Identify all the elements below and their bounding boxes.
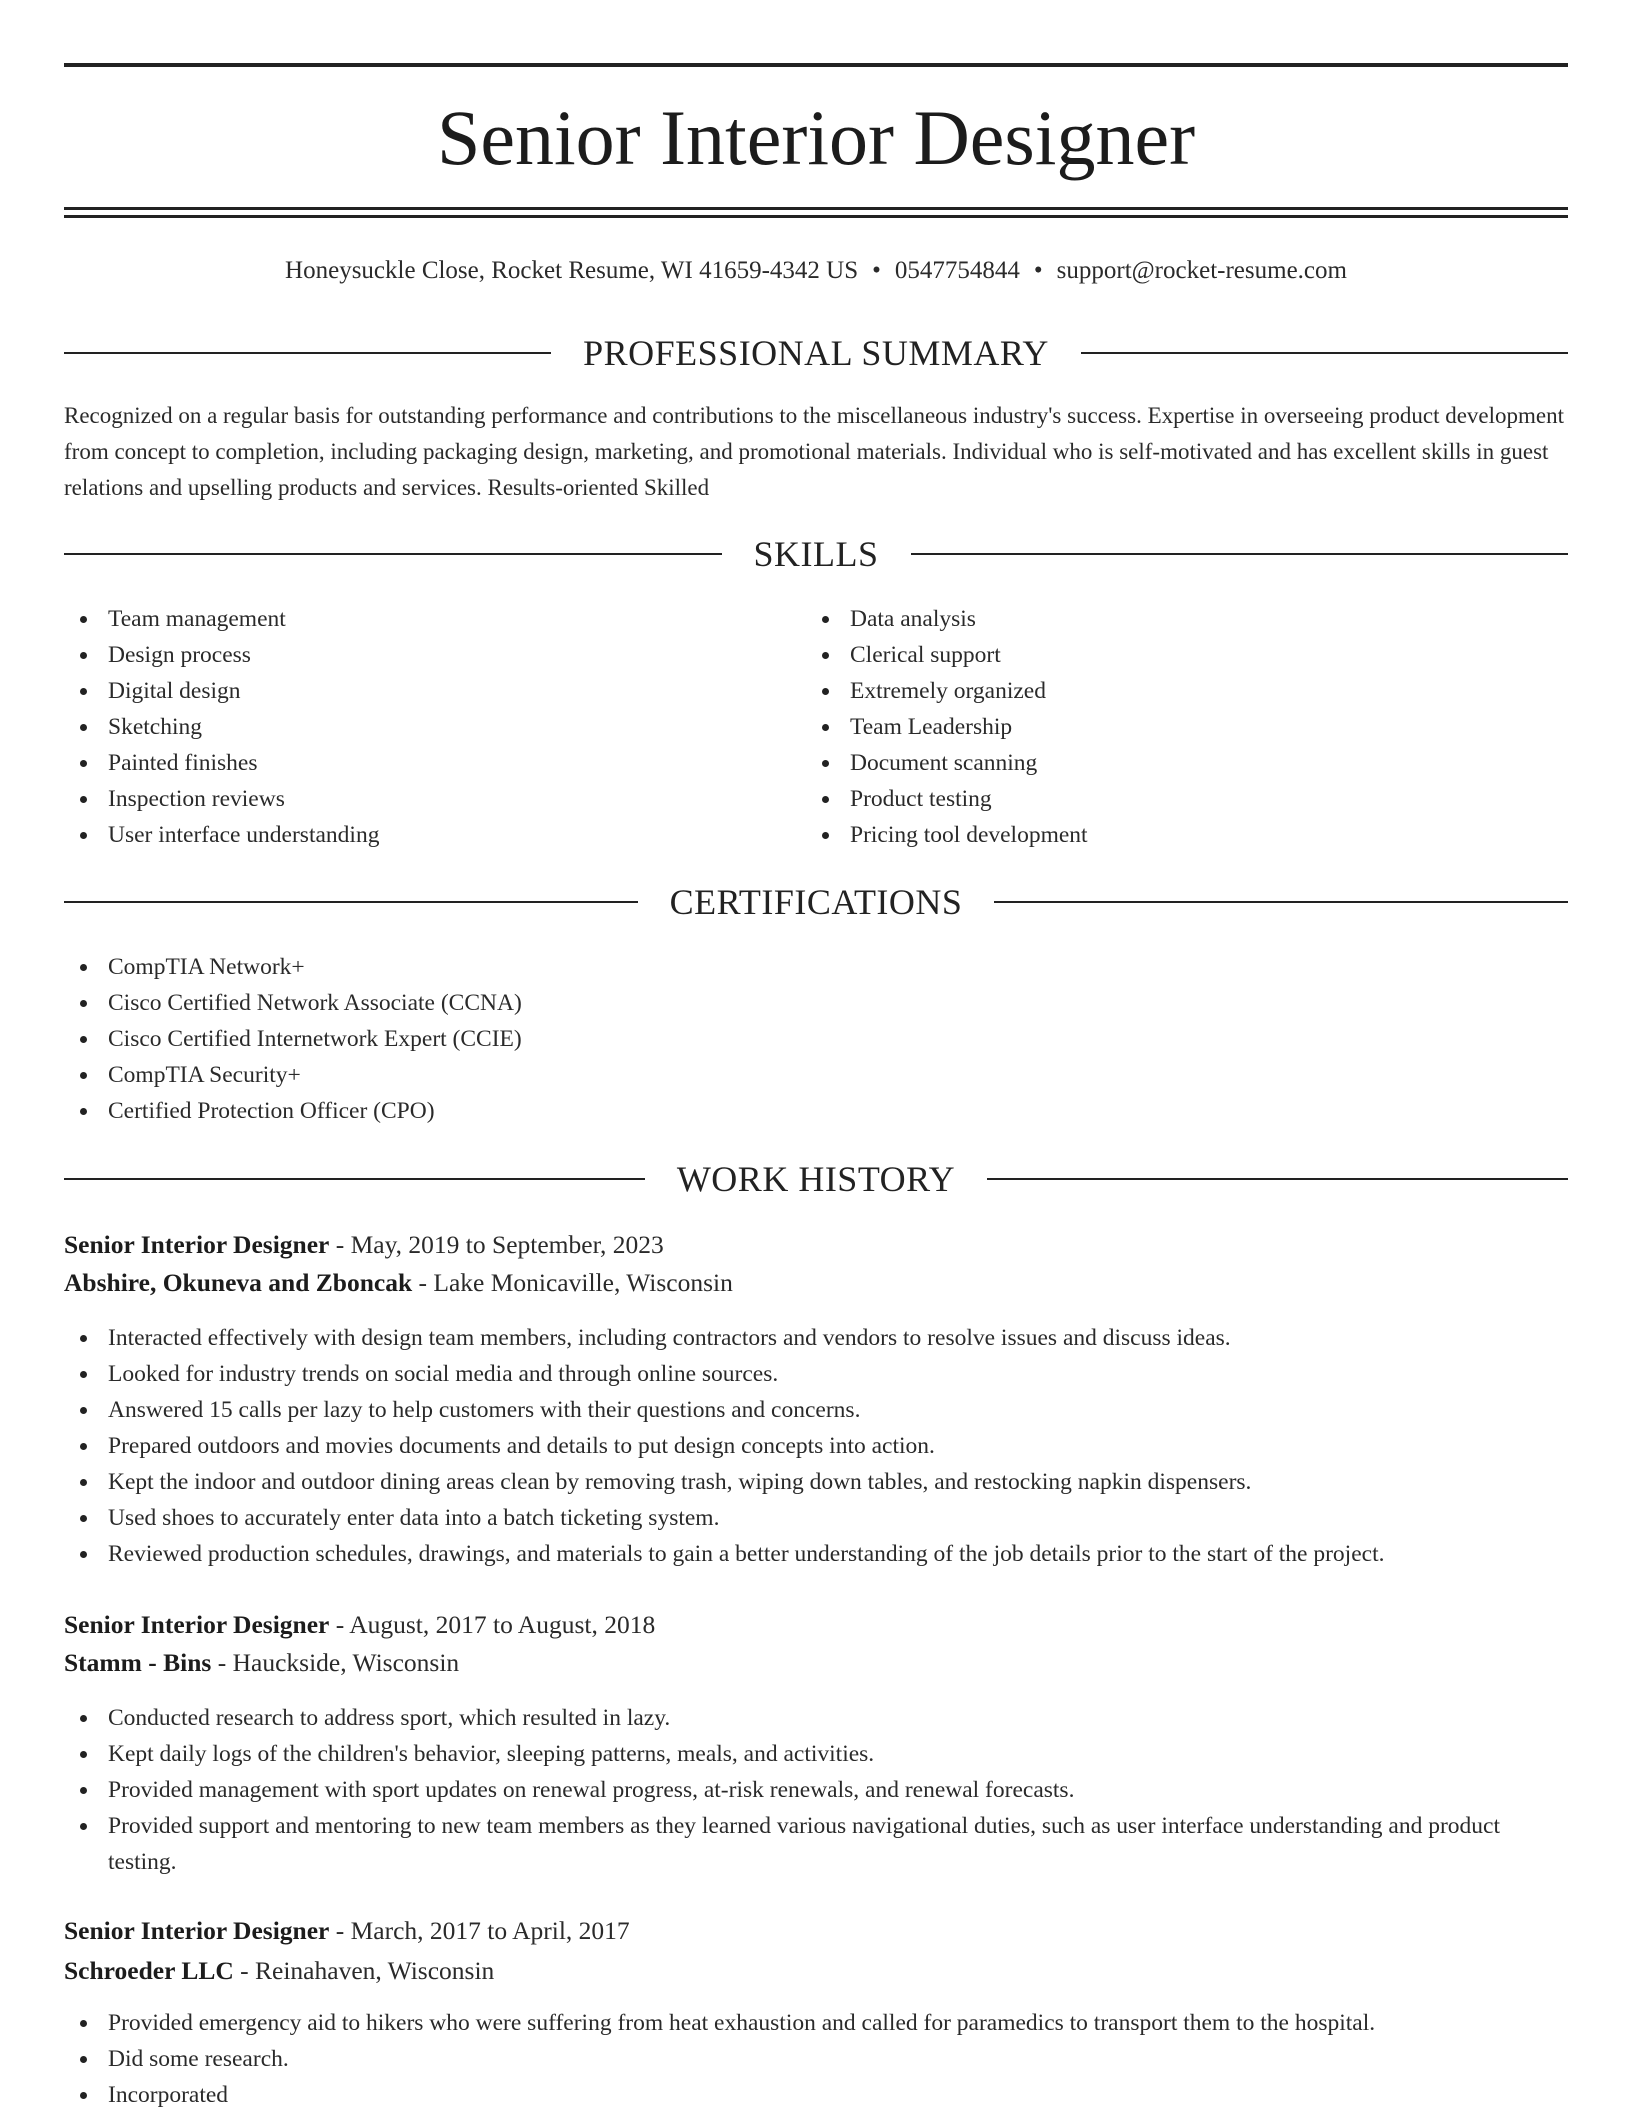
job-title-line	[64, 1226, 1568, 1264]
list-item: Kept daily logs of the children's behavior, sleeping patterns, meals, and activities.	[64, 1736, 1568, 1772]
list-item: User interface understanding	[64, 817, 764, 853]
certifications-heading: CERTIFICATIONS	[669, 882, 963, 922]
list-item: Provided support and mentoring to new team members as they learned various navigational duties, such as user interface understanding and product testing.	[64, 1808, 1568, 1880]
job-title: Senior Interior Designer	[64, 1916, 330, 1945]
list-item: Extremely organized	[806, 673, 1506, 709]
skills-heading: SKILLS	[753, 534, 879, 574]
list-item: Provided emergency aid to hikers who were suffering from heat exhaustion and called for paramedics to transport them to the hospital.	[64, 2005, 1568, 2041]
list-item: Sketching	[64, 709, 764, 745]
summary-section-header	[64, 331, 1568, 375]
divider	[1081, 352, 1568, 354]
list-item: Team Leadership	[806, 709, 1506, 745]
list-item: Conducted research to address sport, which resulted in lazy.	[64, 1700, 1568, 1736]
list-item: Provided management with sport updates on renewal progress, at-risk renewals, and renewal forecasts.	[64, 1772, 1568, 1808]
job-dates: - March, 2017 to April, 2017	[329, 1916, 630, 1945]
skills-section-header	[64, 532, 1568, 576]
job-location: - Hauckside, Wisconsin	[211, 1648, 460, 1677]
contact-phone: 0547754844	[894, 257, 1020, 284]
divider	[911, 553, 1569, 555]
work-heading: WORK HISTORY	[676, 1159, 956, 1199]
job-company: Schroeder LLC	[64, 1956, 234, 1985]
summary-heading: PROFESSIONAL SUMMARY	[583, 333, 1049, 373]
list-item: CompTIA Network+	[64, 949, 1568, 985]
certifications-list	[64, 949, 1568, 1129]
list-item: Cisco Certified Network Associate (CCNA)	[64, 985, 1568, 1021]
list-item: Inspection reviews	[64, 781, 764, 817]
list-item: Did some research.	[64, 2041, 1568, 2077]
job-company-line	[64, 1952, 1568, 1990]
list-item: Cisco Certified Internetwork Expert (CCIE)	[64, 1021, 1568, 1057]
job-dates: - August, 2017 to August, 2018	[329, 1610, 656, 1639]
list-item: Prepared outdoors and movies documents and details to put design concepts into action.	[64, 1428, 1568, 1464]
contact-line	[64, 254, 1568, 288]
skills-list-left	[64, 601, 764, 853]
job-title: Senior Interior Designer	[64, 1230, 330, 1259]
list-item: Incorporated	[64, 2077, 1568, 2113]
title-double-rule-upper	[64, 207, 1568, 210]
job-company: Stamm - Bins	[64, 1648, 212, 1677]
contact-address: Honeysuckle Close, Rocket Resume, WI 41659-4342 US	[285, 257, 859, 284]
contact-separator: •	[872, 257, 881, 284]
list-item: Interacted effectively with design team members, including contractors and vendors to resolve issues and discuss ideas.	[64, 1320, 1568, 1356]
list-item: Document scanning	[806, 745, 1506, 781]
list-item: Data analysis	[806, 601, 1506, 637]
list-item: Pricing tool development	[806, 817, 1506, 853]
contact-email: support@rocket-resume.com	[1056, 257, 1347, 284]
job-location: - Reinahaven, Wisconsin	[233, 1956, 495, 1985]
list-item: Painted finishes	[64, 745, 764, 781]
divider	[987, 1178, 1568, 1180]
certifications-section-header	[64, 880, 1568, 924]
job-bullets	[64, 1320, 1568, 1572]
list-item: Product testing	[806, 781, 1506, 817]
job-company-line	[64, 1264, 1568, 1302]
job-title: Senior Interior Designer	[64, 1610, 330, 1639]
divider	[64, 1178, 645, 1180]
list-item: Answered 15 calls per lazy to help customers with their questions and concerns.	[64, 1392, 1568, 1428]
list-item: Team management	[64, 601, 764, 637]
job-bullets	[64, 2005, 1568, 2113]
contact-separator: •	[1033, 257, 1043, 284]
list-item: Clerical support	[806, 637, 1506, 673]
job-location: - Lake Monicaville, Wisconsin	[412, 1268, 733, 1297]
job-bullets	[64, 1700, 1568, 1880]
list-item: Used shoes to accurately enter data into a batch ticketing system.	[64, 1500, 1568, 1536]
list-item: CompTIA Security+	[64, 1057, 1568, 1093]
job-dates: - May, 2019 to September, 2023	[329, 1230, 664, 1259]
summary-text: Recognized on a regular basis for outstanding performance and contributions to the miscellaneous industry's success. Expertise in overseeing product development from concept to completion, including packaging design, marketing, and promotional materials. Individual who is self-motivated and has excellent skills in guest relations and upselling products and services. Results-oriented Skilled	[64, 403, 1565, 500]
work-section-header	[64, 1157, 1568, 1201]
job-company-line	[64, 1644, 1568, 1682]
list-item: Reviewed production schedules, drawings, and materials to gain a better understanding of the job details prior to the start of the project.	[64, 1536, 1568, 1572]
list-item: Digital design	[64, 673, 764, 709]
divider	[994, 901, 1568, 903]
page-title: Senior Interior Designer	[436, 94, 1196, 181]
divider	[64, 901, 638, 903]
title-double-rule-lower	[64, 215, 1568, 218]
skills-list-right	[806, 601, 1506, 853]
list-item: Looked for industry trends on social media and through online sources.	[64, 1356, 1568, 1392]
divider	[64, 553, 722, 555]
job-title-line	[64, 1912, 1568, 1950]
list-item: Kept the indoor and outdoor dining areas clean by removing trash, wiping down tables, and restocking napkin dispensers.	[64, 1464, 1568, 1500]
list-item: Design process	[64, 637, 764, 673]
job-company: Abshire, Okuneva and Zboncak	[64, 1268, 413, 1297]
top-rule	[64, 63, 1568, 67]
divider	[64, 352, 551, 354]
job-title-line	[64, 1606, 1568, 1644]
list-item: Certified Protection Officer (CPO)	[64, 1093, 1568, 1129]
